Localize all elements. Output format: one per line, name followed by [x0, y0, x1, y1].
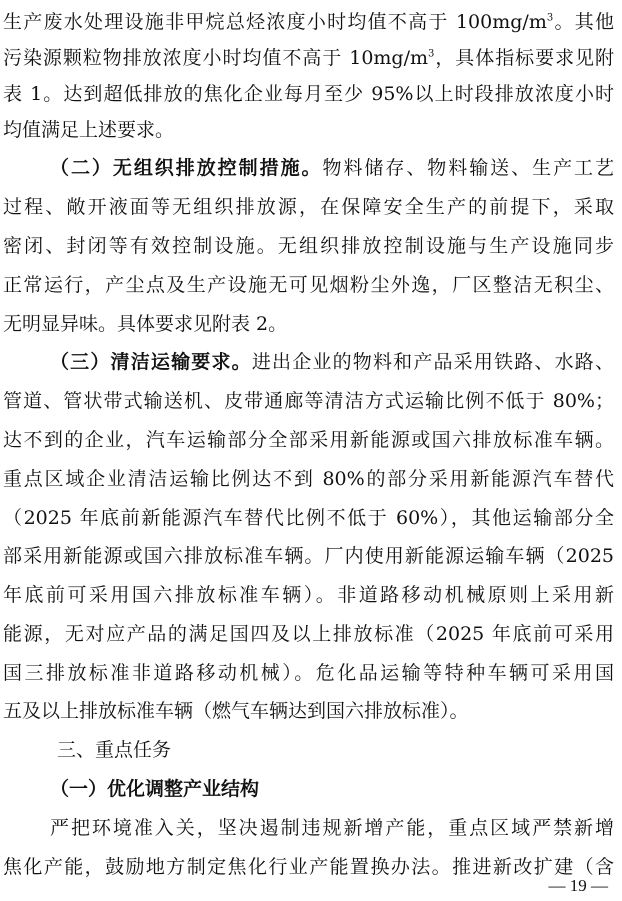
text-line: 管道、管状带式输送机、皮带通廊等清洁方式运输比例不低于 80%；	[3, 390, 614, 412]
text: 。其他	[553, 11, 614, 33]
section-title: 三、重点任务	[57, 739, 172, 761]
text-line	[0, 150, 622, 186]
text-line: 表 1。达到超低排放的焦化企业每月至少 95%以上时段排放浓度小时	[3, 83, 614, 105]
text-line: 部采用新能源或国六排放标准车辆。厂内使用新能源运输车辆（2025	[3, 545, 614, 567]
subsection-title: （一）优化调整产业结构	[50, 778, 260, 800]
text-line: 年底前可采用国六排放标准车辆）。非道路移动机械原则上采用新	[3, 584, 614, 606]
text-line: 达不到的企业，汽车运输部分全部采用新能源或国六排放标准车辆。	[3, 429, 614, 451]
text-line: 焦化产能，鼓励地方制定焦化行业产能置换办法。推进新改扩建（含	[3, 856, 614, 878]
text: 生产废水处理设施非甲烷总烃浓度小时均值不高于 100mg/m	[3, 11, 547, 33]
text: 物料储存、物料输送、生产工艺	[322, 157, 614, 179]
paragraph-heading: （二）无组织排放控制措施。	[50, 157, 323, 179]
text: ，具体指标要求见附	[434, 47, 614, 69]
text-line: 过程、敞开液面等无组织排放源，在保障安全生产的前提下，采取	[3, 196, 614, 218]
text-line: 密闭、封闭等有效控制设施。无组织排放控制设施与生产设施同步	[3, 235, 614, 257]
text-line: 正常运行，产尘点及生产设施无可见烟粉尘外逸，厂区整洁无积尘、	[3, 274, 614, 296]
text-line: 严把环境准入关，坚决遏制违规新增产能，重点区域严禁新增	[50, 817, 614, 839]
text: 污染源颗粒物排放浓度小时均值不高于 10mg/m	[3, 47, 429, 69]
text-line: 重点区域企业清洁运输比例达不到 80%的部分采用新能源汽车替代	[3, 468, 614, 490]
superscript: 3	[546, 12, 554, 24]
text-line: 无明显异味。具体要求见附表 2。	[3, 313, 288, 335]
superscript: 3	[428, 48, 435, 60]
page-number: — 19 —	[548, 876, 608, 895]
text-line: 五及以上排放标准车辆（燃气车辆达到国六排放标准）。	[3, 700, 469, 722]
text-line: （2025 年底前新能源汽车替代比例不低于 60%），其他运输部分全	[3, 507, 614, 529]
text-line	[0, 4, 622, 40]
text-line: 国三排放标准非道路移动机械）。危化品运输等特种车辆可采用国	[3, 662, 614, 684]
paragraph-heading: （三）清洁运输要求。	[50, 351, 252, 373]
text: 进出企业的物料和产品采用铁路、水路、	[251, 351, 614, 373]
text-line	[0, 344, 622, 380]
text-line: 均值满足上述要求。	[3, 119, 175, 141]
text-line	[0, 40, 622, 76]
text-line: 能源，无对应产品的满足国四及以上排放标准（2025 年底前可采用	[3, 623, 614, 645]
